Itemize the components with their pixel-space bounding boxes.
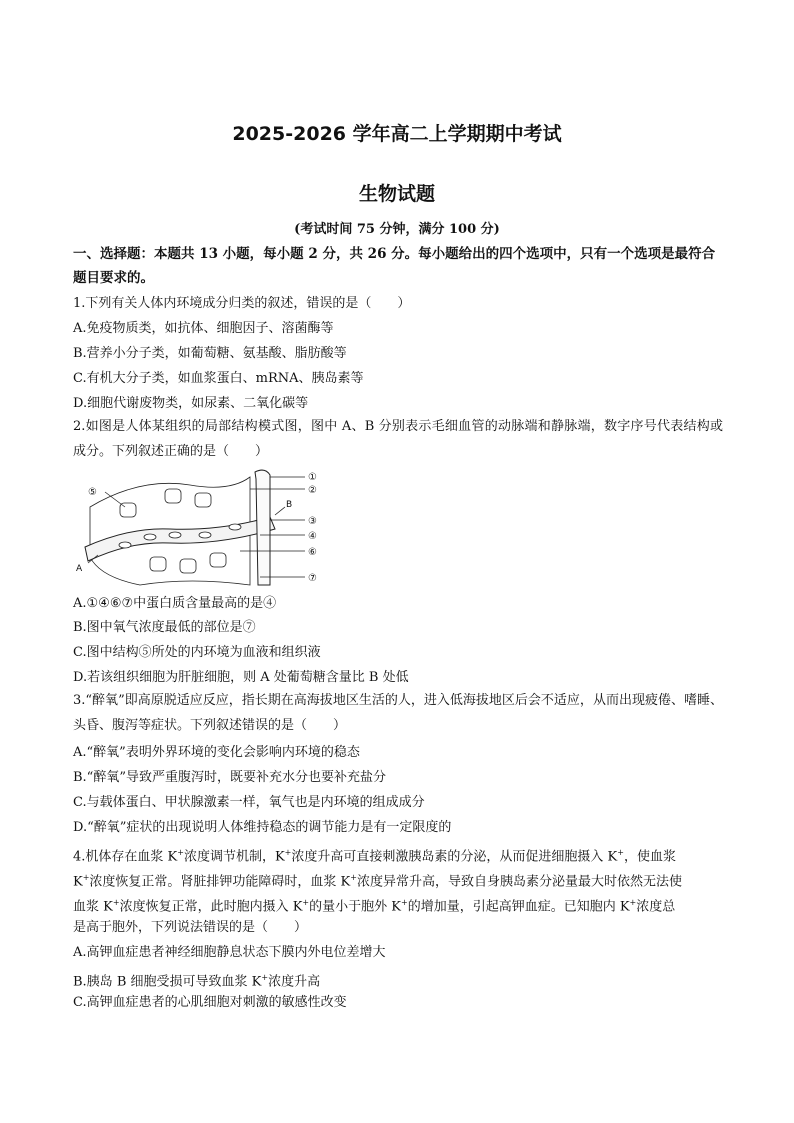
q3-option-b: B.“醉氧”导致严重腹泻时，既要补充水分也要补充盐分 bbox=[73, 770, 386, 785]
figure-label-4: ④ bbox=[308, 531, 317, 542]
rbc-1 bbox=[119, 542, 131, 548]
q4-text: 浓度升高 bbox=[268, 974, 321, 990]
q3-option-a: A.“醉氧”表明外界环境的变化会影响内环境的稳态 bbox=[73, 745, 360, 760]
rbc-4 bbox=[199, 532, 211, 538]
figure-label-2: ② bbox=[308, 485, 317, 496]
q3-option-d: D.“醉氧”症状的出现说明人体维持稳态的调节能力是有一定限度的 bbox=[73, 820, 452, 835]
lymph-capillary bbox=[255, 470, 270, 585]
q1-option-a: A.免疫物质类，如抗体、细胞因子、溶菌酶等 bbox=[73, 321, 334, 336]
q2-option-b: B.图中氧气浓度最低的部位是⑦ bbox=[73, 620, 256, 635]
plus-sign: + bbox=[177, 848, 184, 857]
figure-label-b: B bbox=[286, 500, 293, 510]
q4-text: 浓度总 bbox=[636, 899, 676, 915]
q4-stem-line4: 是高于胞外，下列说法错误的是（ ） bbox=[73, 920, 308, 935]
q4-option-b bbox=[73, 969, 320, 991]
q4-text: 浓度异常升高，导致自身胰岛素分泌量最大时依然无法使 bbox=[356, 874, 682, 890]
q4-text: 的增加量，引起高钾血症。已知胞内 K bbox=[407, 899, 630, 915]
q4-text: 4.机体存在血浆 K bbox=[73, 849, 178, 865]
q2-option-c: C.图中结构⑤所处的内环境为血液和组织液 bbox=[73, 645, 321, 660]
tissue-cell-5 bbox=[210, 553, 226, 567]
figure-label-5: ⑤ bbox=[88, 487, 97, 498]
q2-stem: 2.如图是人体某组织的局部结构模式图，图中 A、B 分别表示毛细血管的动脉端和静脉端，数字序号代表结构或成分。下列叙述正确的是（ ） bbox=[73, 419, 723, 459]
tissue-cell-2 bbox=[195, 493, 211, 507]
q4-text: B.胰岛 B 细胞受损可导致血浆 K bbox=[73, 974, 262, 990]
q1-option-c: C.有机大分子类，如血浆蛋白、mRNA、胰岛素等 bbox=[73, 371, 364, 386]
figure-label-7: ⑦ bbox=[308, 573, 317, 584]
q1-option-d: D.细胞代谢废物类，如尿素、二氧化碳等 bbox=[73, 396, 309, 411]
q4-text: ，使血浆 bbox=[623, 849, 676, 865]
q4-text: 浓度恢复正常，此时胞内摄入 K bbox=[119, 899, 303, 915]
exam-subtitle: 生物试题 bbox=[358, 183, 435, 205]
plus-sign: + bbox=[112, 898, 120, 907]
tissue-cell-1 bbox=[165, 489, 181, 503]
q4-text: 的量小于胞外 K bbox=[309, 899, 401, 915]
q4-text: 浓度恢复正常。肾脏排钾功能障碍时，血浆 K bbox=[89, 874, 351, 890]
plus-sign: + bbox=[617, 848, 624, 857]
q4-ion: K bbox=[73, 874, 83, 890]
q4-stem-line2 bbox=[73, 869, 682, 891]
plus-sign: + bbox=[350, 873, 357, 882]
q1-option-b: B.营养小分子类，如葡萄糖、氨基酸、脂肪酸等 bbox=[73, 346, 347, 361]
plus-sign: + bbox=[261, 973, 269, 982]
q1-stem: 1.下列有关人体内环境成分归类的叙述，错误的是（ ） bbox=[73, 296, 411, 311]
plus-sign: + bbox=[400, 898, 408, 907]
q4-text: 血浆 K bbox=[73, 899, 113, 915]
rbc-2 bbox=[144, 534, 156, 540]
figure-label-6: ⑥ bbox=[308, 547, 317, 558]
section-heading: 一、选择题：本题共 13 小题，每小题 2 分，共 26 分。每小题给出的四个选项中，只有一个选项是最符合题目要求的。 bbox=[73, 246, 716, 286]
q4-text: 浓度升高可直接刺激胰岛素的分泌，从而促进细胞摄入 K bbox=[291, 849, 618, 865]
rbc-3 bbox=[169, 532, 181, 538]
arrow-b bbox=[275, 507, 285, 515]
plus-sign: + bbox=[302, 898, 310, 907]
rbc-5 bbox=[229, 524, 241, 530]
q4-option-c: C.高钾血症患者的心肌细胞对刺激的敏感性改变 bbox=[73, 995, 347, 1010]
q4-option-a: A.高钾血症患者神经细胞静息状态下膜内外电位差增大 bbox=[73, 945, 386, 960]
exam-info: (考试时间 75 分钟，满分 100 分) bbox=[294, 222, 500, 237]
plus-sign: + bbox=[82, 873, 90, 882]
tissue-cell-4 bbox=[180, 559, 196, 573]
tissue-structure-figure bbox=[70, 467, 330, 589]
exam-title: 2025-2026 学年高二上学期期中考试 bbox=[232, 123, 562, 145]
q2-option-a: A.①④⑥⑦中蛋白质含量最高的是④ bbox=[73, 596, 277, 611]
tissue-cell-3 bbox=[150, 557, 166, 571]
q3-stem: 3.“醉氧”即高原脱适应反应，指长期在高海拔地区生活的人，进入低海拔地区后会不适应，从而出现疲倦、嗜睡、头昏、腹泻等症状。下列叙述错误的是（ ） bbox=[73, 693, 723, 733]
q3-option-c: C.与载体蛋白、甲状腺激素一样，氧气也是内环境的组成成分 bbox=[73, 795, 425, 810]
figure-label-3: ③ bbox=[308, 516, 317, 527]
q4-stem-line1 bbox=[73, 844, 676, 866]
q4-text: 浓度调节机制，K bbox=[183, 849, 285, 865]
figure-label-1: ① bbox=[308, 472, 317, 483]
plus-sign: + bbox=[629, 898, 637, 907]
figure-label-a: A bbox=[76, 564, 83, 574]
q4-stem-line3 bbox=[73, 894, 675, 916]
q2-option-d: D.若该组织细胞为肝脏细胞，则 A 处葡萄糖含量比 B 处低 bbox=[73, 670, 409, 685]
plus-sign: + bbox=[284, 848, 292, 857]
